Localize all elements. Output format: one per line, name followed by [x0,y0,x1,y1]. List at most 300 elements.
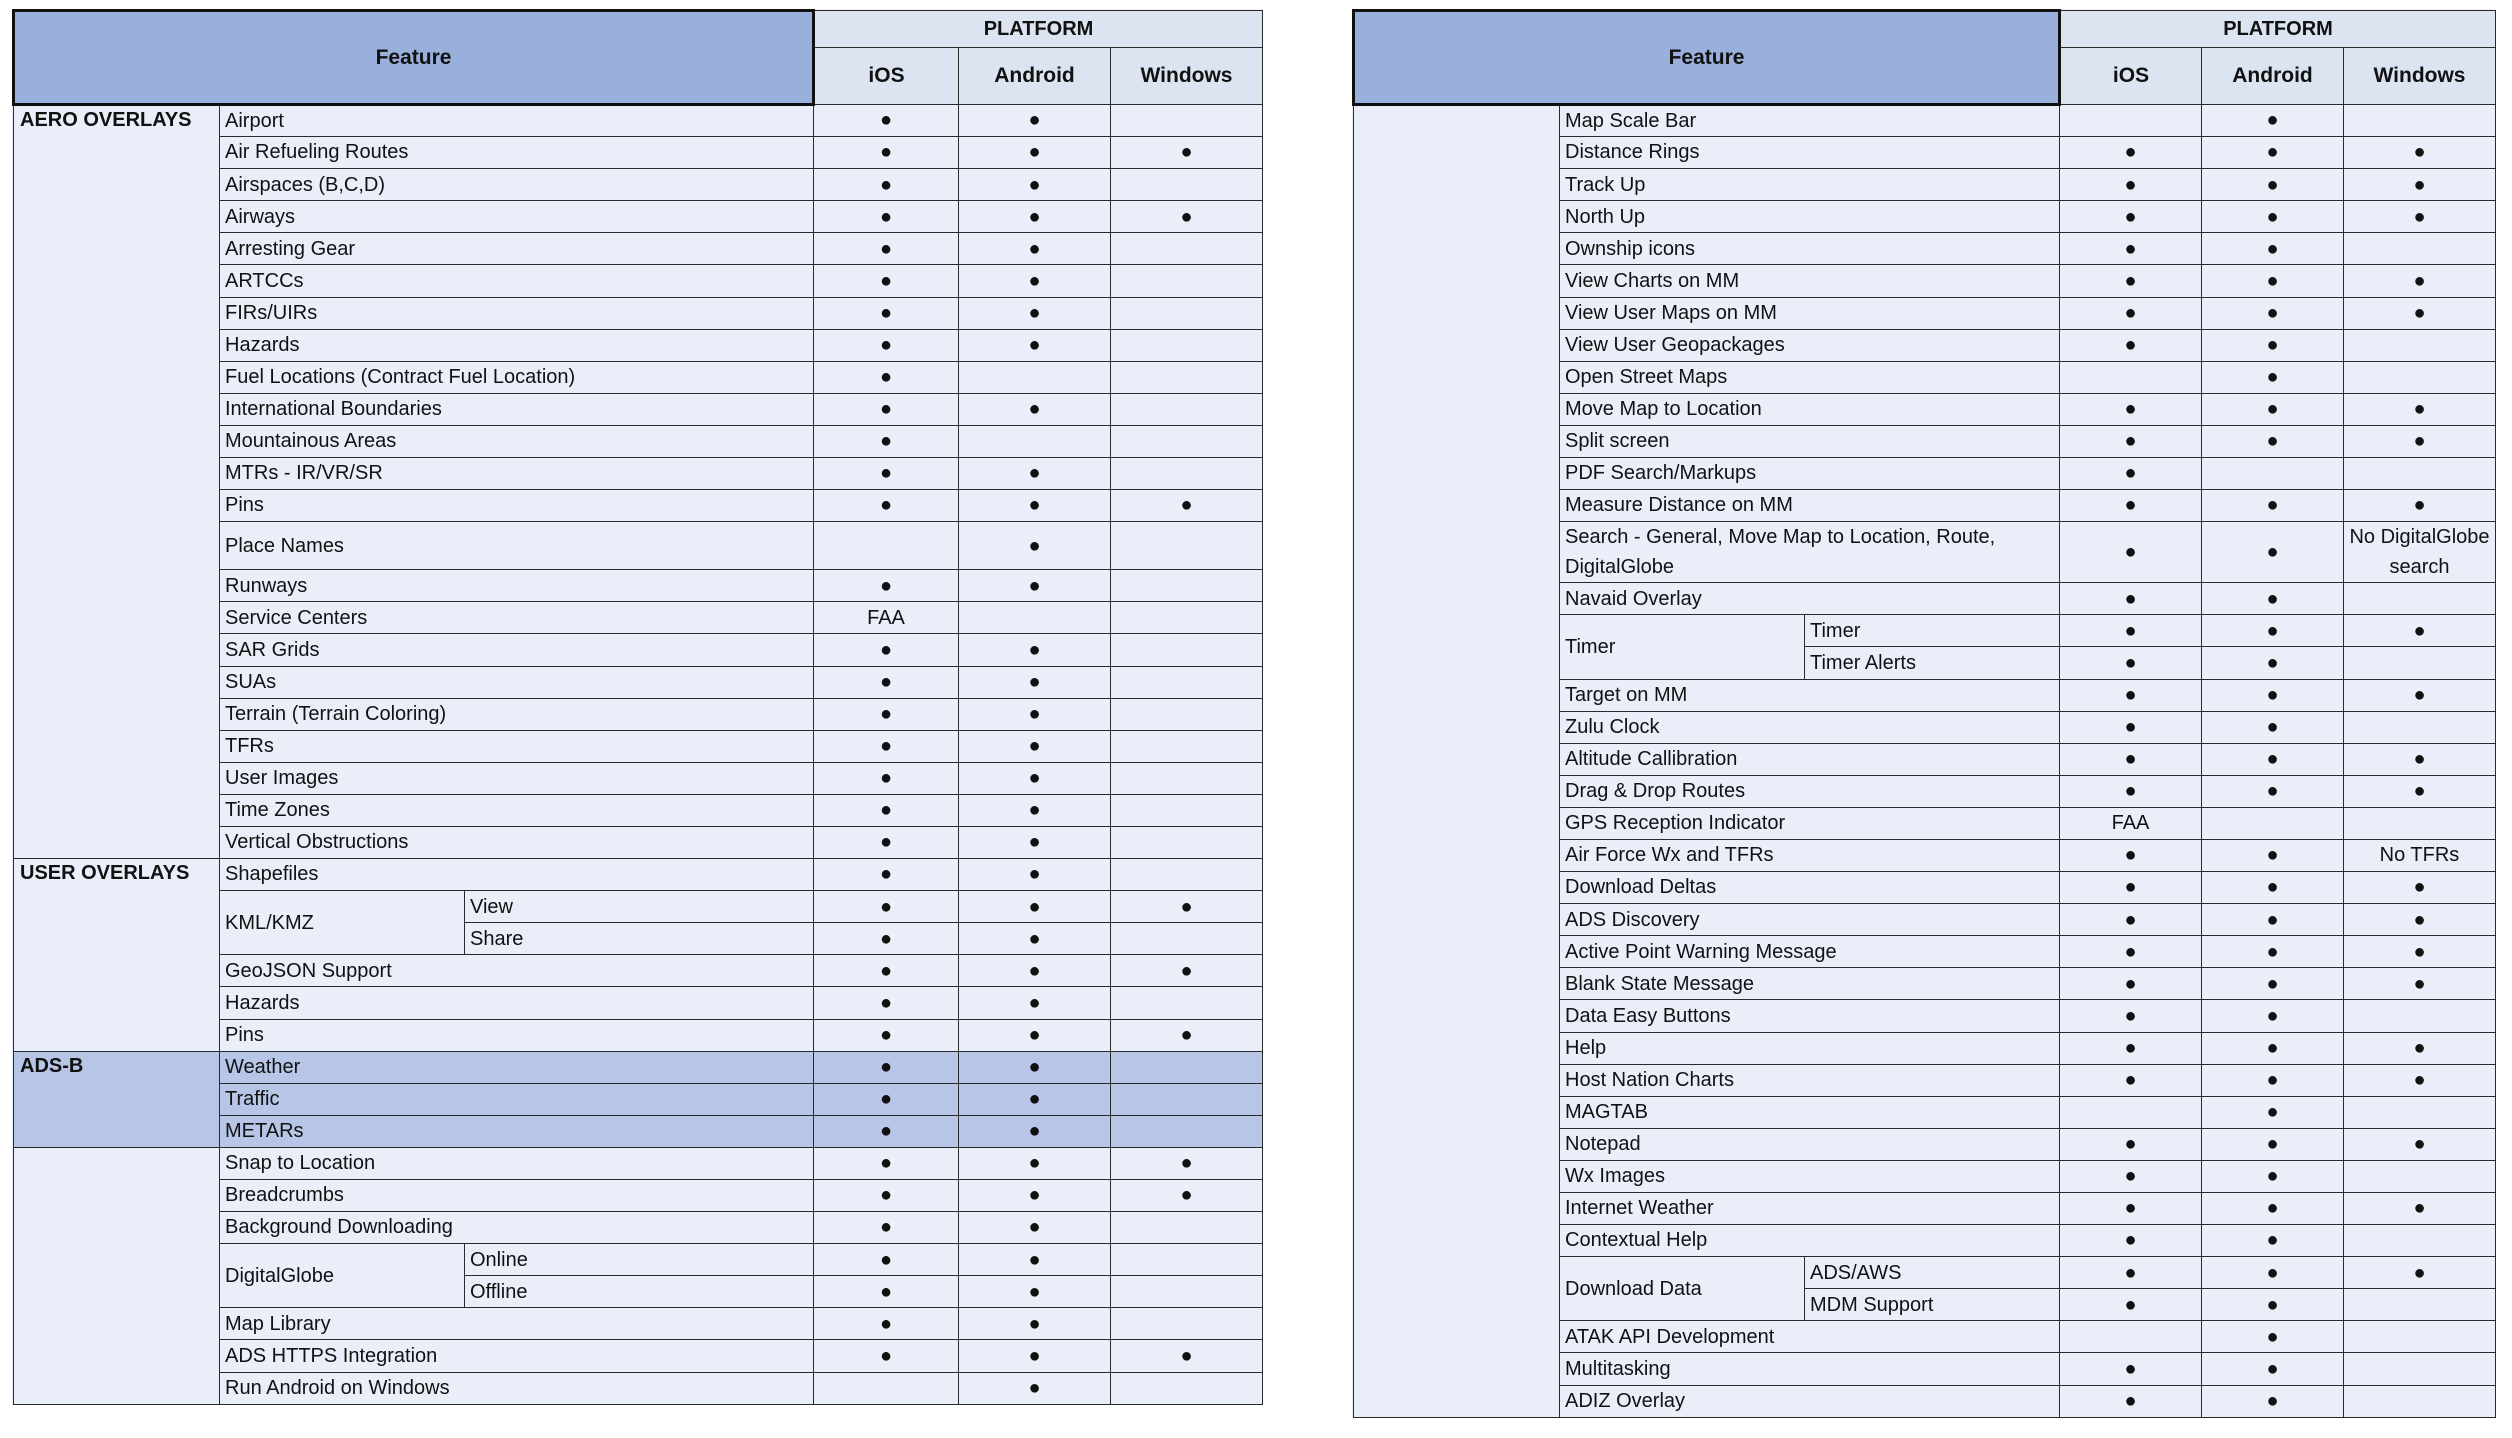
android-support-cell: ● [959,522,1111,570]
ios-support-cell: ● [2060,1193,2202,1225]
feature-table-left [12,9,1263,1405]
feature-cell: Data Easy Buttons [1560,1000,2060,1032]
windows-support-cell [2344,647,2496,679]
sub-feature-cell: Timer Alerts [1805,647,2060,679]
android-support-cell: ● [959,762,1111,794]
feature-cell: ADS HTTPS Integration [220,1340,814,1372]
sub-feature-cell: ADS/AWS [1805,1257,2060,1289]
feature-cell: Active Point Warning Message [1560,936,2060,968]
android-support-cell: ● [2202,1096,2344,1128]
android-support-cell: ● [2202,1225,2344,1257]
android-support-cell: ● [2202,1193,2344,1225]
feature-cell: GeoJSON Support [220,955,814,987]
ios-support-cell: ● [2060,169,2202,201]
windows-support-cell [1111,329,1263,361]
ios-support-cell: ● [814,393,959,425]
android-support-cell: ● [2202,425,2344,457]
feature-cell: Hazards [220,987,814,1019]
platform-header: PLATFORM [814,11,1263,48]
feature-cell: Hazards [220,329,814,361]
ios-support-cell: ● [814,361,959,393]
feature-cell: Airport [220,105,814,137]
android-support-cell: ● [2202,1064,2344,1096]
windows-support-cell [2344,1096,2496,1128]
feature-cell: Open Street Maps [1560,361,2060,393]
windows-support-cell [1111,1276,1263,1308]
android-support-cell: ● [959,1340,1111,1372]
windows-support-cell [1111,265,1263,297]
windows-support-cell [2344,1385,2496,1417]
ios-support-cell: ● [2060,297,2202,329]
windows-support-cell [2344,233,2496,265]
windows-support-cell [1111,698,1263,730]
feature-cell: Airspaces (B,C,D) [220,169,814,201]
windows-support-cell [1111,762,1263,794]
android-support-cell [959,361,1111,393]
windows-support-cell [1111,794,1263,826]
windows-support-cell: ● [2344,1193,2496,1225]
feature-cell: Airways [220,201,814,233]
windows-support-cell [1111,105,1263,137]
windows-support-cell: ● [1111,891,1263,923]
feature-cell: Snap to Location [220,1147,814,1179]
android-support-cell: ● [2202,1321,2344,1353]
feature-header: Feature [1354,11,2060,105]
feature-cell: DigitalGlobe [220,1244,465,1308]
ios-support-cell: ● [814,987,959,1019]
android-support-cell: ● [959,570,1111,602]
feature-cell: ADIZ Overlay [1560,1385,2060,1417]
android-support-cell: ● [2202,265,2344,297]
android-support-cell: ● [959,794,1111,826]
feature-cell: Help [1560,1032,2060,1064]
feature-cell: Split screen [1560,425,2060,457]
windows-support-cell: ● [2344,297,2496,329]
windows-header: Windows [2344,48,2496,105]
ios-support-cell: ● [814,458,959,490]
windows-support-cell [1111,425,1263,457]
sub-feature-cell: Share [465,923,814,955]
android-support-cell: ● [2202,522,2344,583]
android-support-cell: ● [2202,968,2344,1000]
sub-feature-cell: Timer [1805,615,2060,647]
ios-support-cell: ● [2060,711,2202,743]
feature-cell: Internet Weather [1560,1193,2060,1225]
ios-support-cell: ● [2060,1225,2202,1257]
android-support-cell [2202,458,2344,490]
android-support-cell: ● [2202,1000,2344,1032]
feature-cell: SUAs [220,666,814,698]
android-support-cell: ● [959,137,1111,169]
windows-support-cell [2344,1000,2496,1032]
ios-support-cell: ● [2060,647,2202,679]
android-support-cell: ● [959,265,1111,297]
ios-support-cell: ● [814,1276,959,1308]
category-cell: USER OVERLAYS [14,859,220,1052]
feature-cell: Drag & Drop Routes [1560,775,2060,807]
windows-support-cell [1111,570,1263,602]
windows-support-cell: ● [1111,1340,1263,1372]
ios-support-cell: ● [2060,1128,2202,1160]
windows-support-cell [1111,169,1263,201]
ios-support-cell: ● [814,1115,959,1147]
ios-support-cell: ● [814,666,959,698]
windows-support-cell [1111,987,1263,1019]
ios-support-cell: ● [814,1051,959,1083]
android-support-cell: ● [2202,1385,2344,1417]
android-support-cell: ● [959,1051,1111,1083]
android-support-cell: ● [2202,583,2344,615]
ios-support-cell: ● [814,1212,959,1244]
ios-support-cell: FAA [814,602,959,634]
android-support-cell: ● [959,297,1111,329]
ios-support-cell: ● [2060,1385,2202,1417]
android-support-cell: ● [959,393,1111,425]
feature-cell: Target on MM [1560,679,2060,711]
windows-support-cell: ● [2344,615,2496,647]
ios-support-cell: ● [2060,265,2202,297]
android-support-cell: ● [959,698,1111,730]
feature-header: Feature [14,11,814,105]
feature-cell: Pins [220,490,814,522]
feature-cell: Track Up [1560,169,2060,201]
ios-support-cell: ● [814,698,959,730]
feature-cell: Service Centers [220,602,814,634]
feature-cell: Vertical Obstructions [220,826,814,858]
feature-cell: Multitasking [1560,1353,2060,1385]
ios-support-cell: ● [2060,137,2202,169]
android-support-cell: ● [2202,1032,2344,1064]
windows-support-cell [1111,1212,1263,1244]
android-support-cell: ● [2202,1353,2344,1385]
android-support-cell [2202,807,2344,839]
android-support-cell: ● [2202,233,2344,265]
ios-support-cell: ● [814,265,959,297]
windows-support-cell: ● [1111,1019,1263,1051]
windows-support-cell: ● [2344,490,2496,522]
ios-support-cell: ● [814,762,959,794]
windows-support-cell: ● [2344,169,2496,201]
ios-header: iOS [2060,48,2202,105]
feature-cell: Search - General, Move Map to Location, Route, DigitalGlobe [1560,522,2060,583]
android-support-cell: ● [959,1180,1111,1212]
ios-header: iOS [814,48,959,105]
android-support-cell: ● [2202,872,2344,904]
feature-cell: Download Deltas [1560,872,2060,904]
android-support-cell: ● [2202,1289,2344,1321]
ios-support-cell: ● [2060,775,2202,807]
android-support-cell: ● [959,1115,1111,1147]
ios-support-cell: ● [814,1180,959,1212]
android-support-cell: ● [2202,775,2344,807]
ios-support-cell: ● [814,730,959,762]
android-support-cell [959,425,1111,457]
ios-support-cell: ● [814,794,959,826]
feature-cell: Traffic [220,1083,814,1115]
ios-support-cell: ● [814,329,959,361]
windows-support-cell [1111,730,1263,762]
android-support-cell: ● [959,490,1111,522]
ios-support-cell: ● [2060,679,2202,711]
feature-cell: North Up [1560,201,2060,233]
ios-support-cell: ● [2060,839,2202,871]
windows-support-cell [2344,1353,2496,1385]
windows-support-cell [1111,859,1263,891]
windows-support-cell [1111,361,1263,393]
table-row [14,859,1263,891]
feature-cell: Arresting Gear [220,233,814,265]
feature-cell: ATAK API Development [1560,1321,2060,1353]
windows-support-cell [1111,522,1263,570]
android-support-cell: ● [959,201,1111,233]
android-support-cell: ● [2202,615,2344,647]
windows-support-cell: ● [2344,904,2496,936]
feature-cell: Contextual Help [1560,1225,2060,1257]
ios-support-cell: ● [2060,615,2202,647]
ios-support-cell: ● [2060,1257,2202,1289]
android-support-cell: ● [2202,490,2344,522]
feature-cell: Zulu Clock [1560,711,2060,743]
windows-support-cell: ● [2344,679,2496,711]
feature-cell: Background Downloading [220,1212,814,1244]
windows-support-cell [1111,923,1263,955]
feature-cell: Shapefiles [220,859,814,891]
android-support-cell: ● [959,329,1111,361]
windows-support-cell [2344,1321,2496,1353]
windows-support-cell [1111,1308,1263,1340]
feature-cell: View User Geopackages [1560,329,2060,361]
windows-support-cell [1111,666,1263,698]
windows-support-cell [1111,458,1263,490]
ios-support-cell: ● [2060,743,2202,775]
windows-support-cell [1111,1051,1263,1083]
category-cell [1354,105,1560,1418]
feature-cell: Weather [220,1051,814,1083]
ios-support-cell: ● [814,891,959,923]
feature-cell: KML/KMZ [220,891,465,955]
windows-support-cell [1111,1115,1263,1147]
windows-support-cell: ● [2344,1064,2496,1096]
feature-cell: GPS Reception Indicator [1560,807,2060,839]
android-support-cell: ● [959,1308,1111,1340]
android-support-cell: ● [2202,105,2344,137]
platform-header: PLATFORM [2060,11,2496,48]
android-support-cell: ● [2202,201,2344,233]
category-cell: ADS-B [14,1051,220,1147]
windows-support-cell: ● [2344,1032,2496,1064]
feature-cell: Map Library [220,1308,814,1340]
feature-cell: ARTCCs [220,265,814,297]
windows-support-cell [2344,1160,2496,1192]
windows-support-cell [1111,1083,1263,1115]
ios-support-cell: ● [814,1147,959,1179]
feature-cell: View Charts on MM [1560,265,2060,297]
ios-support-cell: ● [2060,1000,2202,1032]
windows-support-cell [1111,1372,1263,1404]
ios-support-cell: ● [2060,1032,2202,1064]
ios-support-cell [814,1372,959,1404]
ios-support-cell: ● [2060,425,2202,457]
ios-support-cell: ● [814,169,959,201]
android-support-cell: ● [959,233,1111,265]
android-support-cell: ● [959,987,1111,1019]
ios-support-cell: FAA [2060,807,2202,839]
feature-cell: Pins [220,1019,814,1051]
ios-support-cell: ● [814,955,959,987]
ios-support-cell [2060,105,2202,137]
android-header: Android [959,48,1111,105]
feature-cell: Place Names [220,522,814,570]
android-support-cell: ● [2202,647,2344,679]
category-cell: AERO OVERLAYS [14,105,220,859]
android-support-cell: ● [2202,137,2344,169]
sub-feature-cell: Offline [465,1276,814,1308]
windows-support-cell [1111,297,1263,329]
android-support-cell: ● [2202,1160,2344,1192]
feature-cell: Host Nation Charts [1560,1064,2060,1096]
ios-support-cell: ● [2060,968,2202,1000]
feature-cell: Navaid Overlay [1560,583,2060,615]
android-support-cell: ● [2202,361,2344,393]
feature-cell: Wx Images [1560,1160,2060,1192]
ios-support-cell: ● [2060,904,2202,936]
android-support-cell: ● [2202,169,2344,201]
feature-cell: Notepad [1560,1128,2060,1160]
sub-feature-cell: View [465,891,814,923]
feature-table-right [1352,9,2496,1418]
feature-cell: MAGTAB [1560,1096,2060,1128]
feature-cell: Measure Distance on MM [1560,490,2060,522]
ios-support-cell: ● [814,490,959,522]
feature-cell: Runways [220,570,814,602]
ios-support-cell: ● [2060,1064,2202,1096]
android-support-cell: ● [2202,1128,2344,1160]
feature-cell: Terrain (Terrain Coloring) [220,698,814,730]
windows-support-cell: No TFRs [2344,839,2496,871]
android-support-cell: ● [959,1147,1111,1179]
feature-cell: Fuel Locations (Contract Fuel Location) [220,361,814,393]
android-support-cell: ● [2202,936,2344,968]
feature-cell: Download Data [1560,1257,1805,1321]
ios-support-cell: ● [814,233,959,265]
feature-cell: TFRs [220,730,814,762]
ios-support-cell: ● [814,859,959,891]
android-support-cell: ● [2202,743,2344,775]
feature-cell: MTRs - IR/VR/SR [220,458,814,490]
android-support-cell: ● [2202,711,2344,743]
feature-cell: Ownship icons [1560,233,2060,265]
android-support-cell: ● [959,634,1111,666]
ios-support-cell: ● [2060,1353,2202,1385]
windows-support-cell [2344,361,2496,393]
windows-support-cell [2344,1225,2496,1257]
ios-support-cell: ● [2060,872,2202,904]
android-support-cell: ● [959,1083,1111,1115]
android-support-cell: ● [959,1372,1111,1404]
android-support-cell: ● [959,1244,1111,1276]
table-row [14,1051,1263,1083]
android-support-cell: ● [2202,679,2344,711]
android-support-cell: ● [2202,329,2344,361]
android-support-cell: ● [2202,839,2344,871]
windows-support-cell: ● [2344,743,2496,775]
ios-support-cell [2060,1321,2202,1353]
windows-support-cell [2344,458,2496,490]
android-support-cell [959,602,1111,634]
ios-support-cell [814,522,959,570]
feature-cell: International Boundaries [220,393,814,425]
android-support-cell: ● [959,169,1111,201]
windows-support-cell [2344,1289,2496,1321]
windows-support-cell: ● [1111,1147,1263,1179]
windows-support-cell [2344,711,2496,743]
windows-support-cell: ● [2344,137,2496,169]
feature-cell: Air Refueling Routes [220,137,814,169]
feature-cell: SAR Grids [220,634,814,666]
windows-support-cell [2344,329,2496,361]
windows-support-cell: ● [2344,1257,2496,1289]
android-support-cell: ● [959,1212,1111,1244]
ios-support-cell: ● [814,1083,959,1115]
ios-support-cell: ● [814,105,959,137]
ios-support-cell: ● [814,1308,959,1340]
ios-support-cell: ● [814,634,959,666]
android-support-cell: ● [959,923,1111,955]
table-row [14,105,1263,137]
feature-cell: Run Android on Windows [220,1372,814,1404]
ios-support-cell: ● [814,570,959,602]
windows-support-cell [2344,105,2496,137]
windows-support-cell: ● [1111,201,1263,233]
windows-support-cell: ● [2344,1128,2496,1160]
sub-feature-cell: MDM Support [1805,1289,2060,1321]
feature-cell: Air Force Wx and TFRs [1560,839,2060,871]
ios-support-cell: ● [2060,522,2202,583]
android-support-cell: ● [959,859,1111,891]
ios-support-cell: ● [2060,201,2202,233]
feature-cell: PDF Search/Markups [1560,458,2060,490]
feature-cell: METARs [220,1115,814,1147]
ios-support-cell: ● [2060,233,2202,265]
windows-support-cell [2344,583,2496,615]
windows-support-cell: No DigitalGlobe search [2344,522,2496,583]
feature-cell: FIRs/UIRs [220,297,814,329]
android-support-cell: ● [2202,297,2344,329]
ios-support-cell: ● [814,923,959,955]
category-cell [14,1147,220,1404]
windows-support-cell: ● [2344,936,2496,968]
windows-support-cell: ● [2344,968,2496,1000]
ios-support-cell: ● [814,1340,959,1372]
ios-support-cell: ● [814,201,959,233]
feature-cell: View User Maps on MM [1560,297,2060,329]
ios-support-cell: ● [2060,458,2202,490]
ios-support-cell [2060,1096,2202,1128]
ios-support-cell: ● [814,826,959,858]
windows-support-cell [1111,393,1263,425]
table-row [1354,105,2496,137]
feature-cell: Blank State Message [1560,968,2060,1000]
feature-cell: Timer [1560,615,1805,679]
ios-support-cell: ● [814,1244,959,1276]
windows-support-cell [1111,634,1263,666]
windows-support-cell: ● [2344,425,2496,457]
windows-support-cell: ● [2344,201,2496,233]
android-support-cell: ● [959,1276,1111,1308]
ios-support-cell: ● [2060,490,2202,522]
android-support-cell: ● [959,458,1111,490]
windows-support-cell: ● [2344,775,2496,807]
